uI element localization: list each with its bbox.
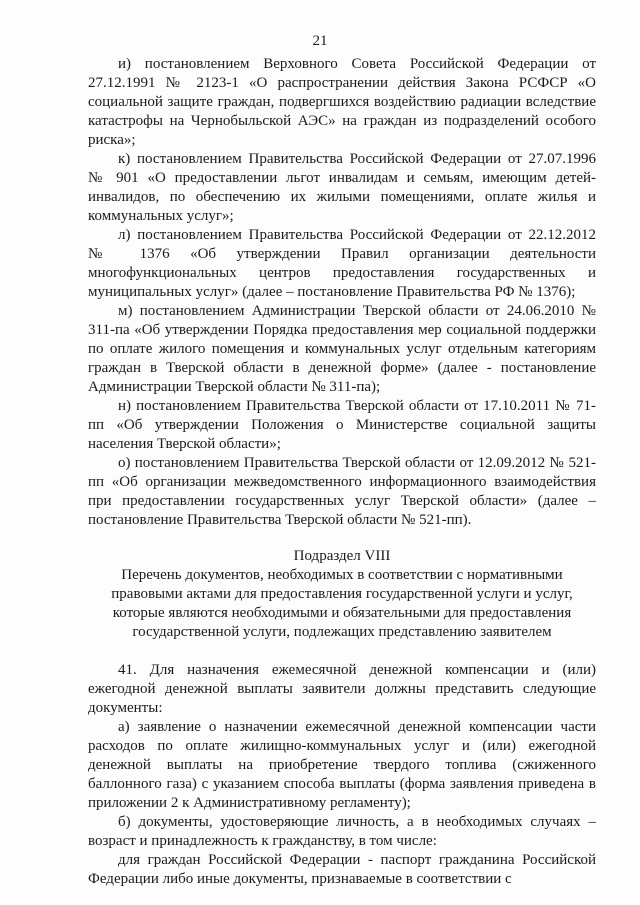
section-subtitle: Перечень документов, необходимых в соответствии с нормативными правовыми актами для предоставления государственной услуги и услуг, которые являются необходимыми и обязательными для предоставления государственной услуги, подлежащих представлению заявителем bbox=[111, 567, 573, 640]
paragraph-41: 41. Для назначения ежемесячной денежной компенсации и (или) ежегодной денежной выплаты заявители должны представить следующие документы: bbox=[88, 662, 596, 716]
paragraph-l: л) постановлением Правительства Российской Федерации от 22.12.2012 № 1376 «Об утверждении Правил организации деятельности многофункциональных центров предоставления государственных и муниципальных услуг» (далее – постановление Правительства РФ № 1376); bbox=[88, 227, 596, 300]
document-body bbox=[88, 55, 596, 889]
paragraph-m: м) постановлением Администрации Тверской области от 24.06.2010 № 311-па «Об утверждении Порядка предоставления мер социальной поддержки по оплате жилого помещения и коммунальных услуг отдельным категориям граждан в Тверской области в денежной форме» (далее - постановление Администрации Тверской области № 311-па); bbox=[88, 303, 596, 395]
page-number: 21 bbox=[312, 33, 328, 49]
section-title: Подраздел VIII bbox=[293, 548, 391, 564]
paragraph-citizens: для граждан Российской Федерации - паспорт гражданина Российской Федерации либо иные документы, признаваемые в соответствии с bbox=[88, 852, 596, 887]
paragraph-b: б) документы, удостоверяющие личность, а в необходимых случаях – возраст и принадлежность к гражданству, в том числе: bbox=[88, 814, 596, 849]
paragraph-o: о) постановлением Правительства Тверской области от 12.09.2012 № 521-пп «Об организации межведомственного информационного взаимодействия при предоставлении государственных услуг Тверской области» (далее – постановление Правительства Тверской области № 521-пп). bbox=[88, 455, 596, 528]
paragraph-a: а) заявление о назначении ежемесячной денежной компенсации части расходов по оплате жилищно-коммунальных услуг и (или) ежегодной денежной выплаты на приобретение твердого топлива (сжиженного баллонного газа) с указанием способа выплаты (форма заявления приведена в приложении 2 к Административному регламенту); bbox=[88, 719, 596, 811]
paragraph-n: н) постановлением Правительства Тверской области от 17.10.2011 № 71-пп «Об утверждении Положения о Министерстве социальной защиты населения Тверской области»; bbox=[88, 398, 596, 452]
paragraph-k: к) постановлением Правительства Российской Федерации от 27.07.1996 № 901 «О предоставлении льгот инвалидам и семьям, имеющим детей-инвалидов, по обеспечению их жилыми помещениями, оплате жилья и коммунальных услуг»; bbox=[88, 151, 596, 224]
paragraph-i: и) постановлением Верховного Совета Российской Федерации от 27.12.1991 № 2123-1 «О распространении действия Закона РСФСР «О социальной защите граждан, подвергшихся воздействию радиации вследствие катастрофы на Чернобыльской АЭС» на граждан из подразделений особого риска»; bbox=[88, 56, 596, 148]
